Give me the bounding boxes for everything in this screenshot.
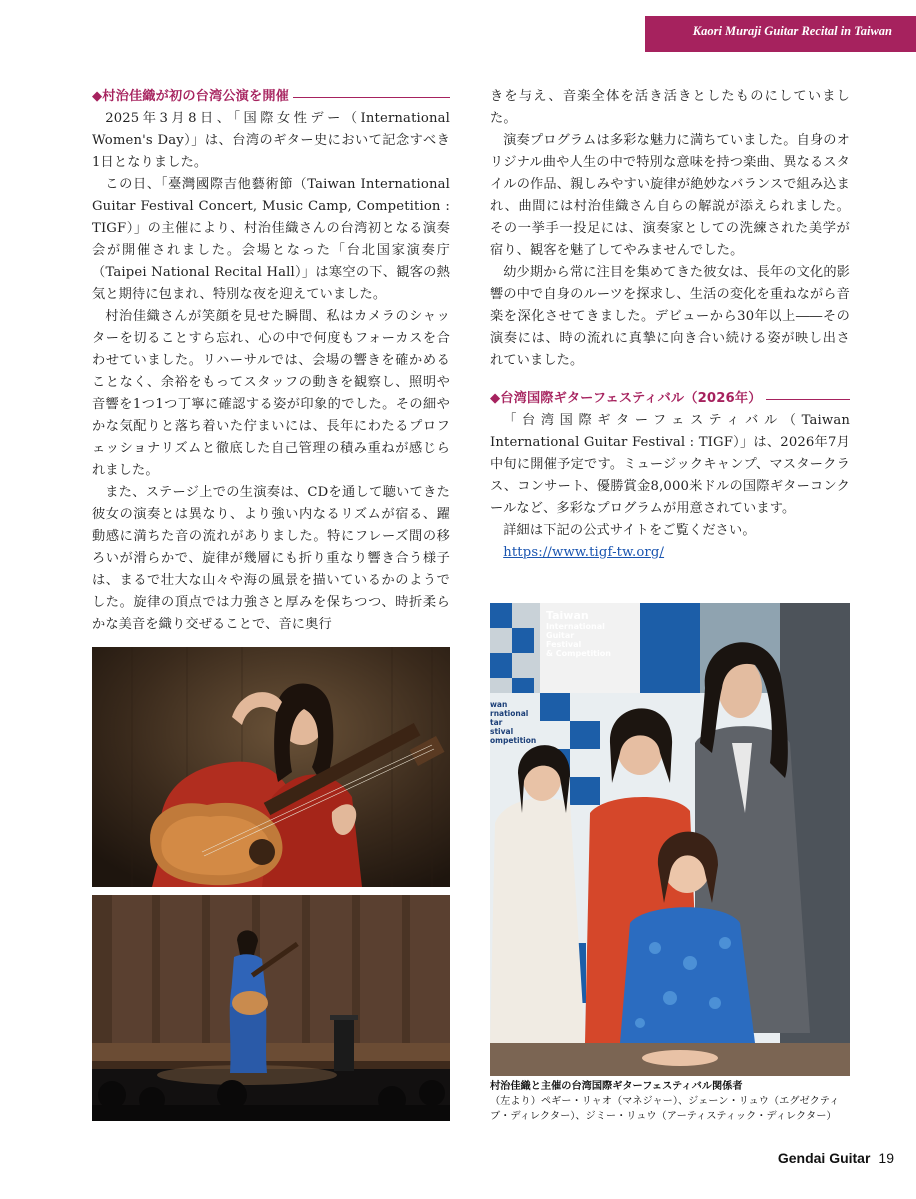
photo-caption (490, 1079, 850, 1124)
heading-rule (766, 399, 850, 400)
photo-stage-performance (92, 895, 450, 1121)
paragraph: 2025年3月8日、「国際女性デー（International Women's Day）」は、台湾のギター史において記念すべき1日となりました。 (92, 111, 450, 170)
caption-line: （左より）ペギー・リャオ（マネジャー）、ジェーン・リュウ（エグゼクティ (490, 1096, 840, 1107)
section1-heading (92, 86, 450, 108)
banner-text: tar (490, 718, 503, 727)
banner-text: Festival (546, 640, 582, 649)
left-column (92, 86, 450, 636)
header-title: Kaori Muraji Guitar Recital in Taiwan (692, 24, 892, 38)
page-footer (778, 1150, 894, 1166)
banner-text: rnational (490, 709, 529, 718)
paragraph: 村治佳織さんが笑顔を見せた瞬間、私はカメラのシャッターを切ることすら忘れ、心の中で何度もフォーカスを合わせていました。リハーサルでは、会場の響きを確かめることなく、余裕をもってスタッフの動きを観察し、照明や音響を1つ1つ丁寧に確認する姿が印象的でした。その細やかな気配りと落ち着いた佇まいには、長年にわたるプロフェッショナリズムと徹底した自己管理の積み重ねが感じられました。 (92, 309, 450, 478)
banner-text: Guitar (546, 631, 575, 640)
banner-text: wan (490, 700, 508, 709)
paragraph: また、ステージ上での生演奏は、CDを通して聴いてきた彼女の演奏とは異なり、より強い内なるリズムが宿る、躍動感に満ちた音の流れがありました。特にフレーズ間の移ろいが滑らかで、旋律が幾層にも折り重なり響き合う様子は、まるで壮大な山々や海の風景を描いているかのようでした。旋律の頂点では力強さと厚みを保ちつつ、時折柔らかな美音を織り交ぜることで、音に奥行 (92, 485, 450, 632)
paragraph-continued: きを与え、音楽全体を活き活きとしたものにしていました。 (490, 89, 850, 126)
heading-rule (293, 97, 450, 98)
photo-group (490, 603, 850, 1076)
magazine-name: Gendai Guitar (777, 1150, 871, 1166)
banner-text: ompetition (490, 736, 537, 745)
banner-text: Taiwan (546, 609, 589, 622)
section1-heading-text: ◆村治佳織が初の台湾公演を開催 (92, 89, 290, 104)
banner-text: & Competition (546, 649, 611, 658)
photo-guitarist-closeup (92, 647, 450, 887)
paragraph: 詳細は下記の公式サイトをご覧ください。 (503, 523, 756, 538)
banner-text: stival (490, 727, 514, 736)
banner-text: International (546, 622, 605, 631)
tigf-website-link[interactable]: https://www.tigf-tw.org/ (503, 545, 665, 560)
caption-title: 村治佳織と主催の台湾国際ギターフェスティバル関係者 (490, 1081, 743, 1092)
paragraph: この日、「臺灣國際吉他藝術節（Taiwan International Guitar Festival Concert, Music Camp, Competition : TIGF）」の主催により、村治佳織さんの台湾初となる演奏会が開催されました。会場となった「台北国家演奏庁（Taipei National Recital Hall）」は寒空の下、観客の熱気と期待に包まれ、特別な夜を迎えていました。 (92, 177, 450, 302)
caption-line: ブ・ディレクター）、ジミー・リュウ（アーティスティック・ディレクター） (490, 1111, 837, 1122)
paragraph: 演奏プログラムは多彩な魅力に満ちていました。自身のオリジナル曲や人生の中で特別な意味を持つ楽曲、異なるスタイルの作品、親しみやすい旋律が絶妙なバランスで組み込まれ、曲間には村治佳織さん自らの解説が添えられました。その一挙手一投足には、演奏家としての洗練された美学が宿り、観客を魅了してやみませんでした。 (490, 133, 850, 258)
section2-heading (490, 388, 850, 410)
paragraph: 「台湾国際ギターフェスティバル（Taiwan International Guitar Festival : TIGF）」は、2026年7月中旬に開催予定です。ミュージックキャンプ、マスタークラス、コンサート、優勝賞金8,000米ドルの国際ギターコンクールなど、多彩なプログラムが用意されています。 (490, 413, 850, 516)
right-column (490, 86, 850, 564)
header-band (645, 16, 916, 52)
page-number: 19 (878, 1150, 894, 1166)
paragraph: 幼少期から常に注目を集めてきた彼女は、長年の文化的影響の中で自身のルーツを探求し、生活の変化を重ねながら音楽を深化させてきました。デビューから30年以上――その演奏には、時の流れに真摯に向き合い続ける姿が映し出されていました。 (490, 265, 850, 368)
section2-heading-text: ◆台湾国際ギターフェスティバル（2026年） (490, 391, 762, 406)
